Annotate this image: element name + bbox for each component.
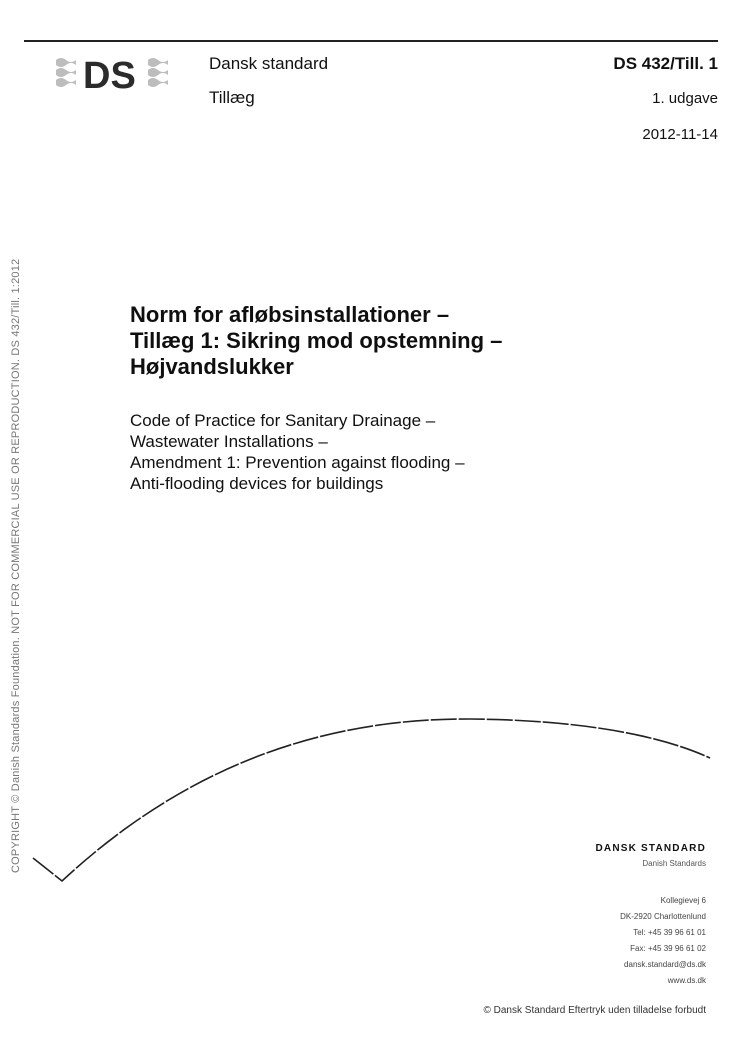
- publisher-subname: Danish Standards: [642, 859, 706, 868]
- publisher-name: DANSK STANDARD: [595, 843, 706, 854]
- title-line-2: Tillæg 1: Sikring mod opstemning –: [130, 328, 503, 353]
- standard-id: DS 432/Till. 1: [613, 54, 718, 73]
- title-line-3: Højvandslukker: [130, 354, 294, 379]
- footer-copyright: © Dansk Standard Eftertryk uden tilladelse forbudt: [483, 1005, 706, 1016]
- edition: 1. udgave: [652, 90, 718, 107]
- address-line: DK-2920 Charlottenlund: [620, 912, 706, 921]
- logo-letters: DS: [83, 55, 136, 94]
- publisher-block: [595, 843, 706, 868]
- subtitle-line-4: Anti-flooding devices for buildings: [130, 474, 384, 493]
- subtitle-line-3: Amendment 1: Prevention against flooding –: [130, 453, 465, 472]
- publisher-address: [620, 893, 706, 989]
- copyright-notice: COPYRIGHT © Danish Standards Foundation. NOT FOR COMMERCIAL USE OR REPRODUCTION. DS 432/Till. 1:2012: [10, 258, 22, 873]
- address-line: Kollegievej 6: [660, 896, 706, 905]
- subtitle-line-2: Wastewater Installations –: [130, 432, 328, 451]
- org-name: Dansk standard: [209, 54, 329, 73]
- address-line: Tel: +45 39 96 61 01: [633, 928, 706, 937]
- publication-date: 2012-11-14: [642, 126, 718, 143]
- address-line: dansk.standard@ds.dk: [624, 960, 706, 969]
- subtitle-line-1: Code of Practice for Sanitary Drainage –: [130, 411, 436, 430]
- doc-type: Tillæg: [209, 88, 255, 107]
- title-line-1: Norm for afløbsinstallationer –: [130, 302, 450, 327]
- address-line: www.ds.dk: [667, 976, 706, 985]
- address-line: Fax: +45 39 96 61 02: [630, 944, 706, 953]
